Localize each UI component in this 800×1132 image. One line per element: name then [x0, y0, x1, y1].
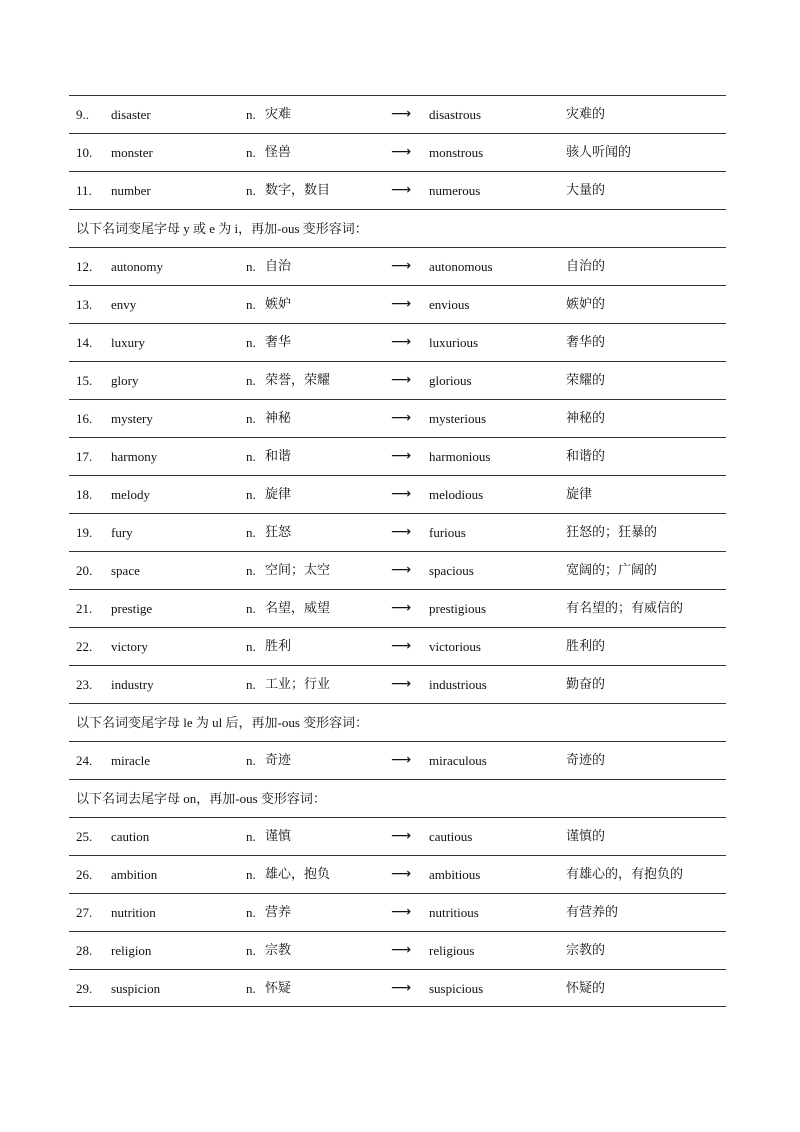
arrow-icon: ⟶	[391, 828, 412, 844]
arrow-icon: ⟶	[391, 410, 412, 426]
part-of-speech: n.	[246, 335, 256, 350]
part-of-speech: n.	[246, 259, 256, 274]
adjective-word: miraculous	[429, 753, 487, 768]
arrow-icon: ⟶	[391, 752, 412, 768]
row-number: 27.	[76, 905, 93, 920]
arrow-icon: ⟶	[391, 144, 412, 160]
arrow-icon: ⟶	[391, 182, 412, 198]
adjective-meaning: 有营养的	[566, 905, 619, 920]
adjective-meaning: 胜利的	[566, 639, 606, 654]
row-number: 16.	[76, 411, 93, 426]
adjective-meaning: 旋律	[566, 487, 593, 502]
adjective-word: industrious	[429, 677, 487, 692]
adjective-word: numerous	[429, 183, 481, 198]
part-of-speech: n.	[246, 145, 256, 160]
section-note	[69, 209, 726, 247]
row-number: 20.	[76, 563, 93, 578]
noun-meaning: 旋律	[265, 487, 292, 502]
section-note-text: 以下名词变尾字母 le 为 ul 后，再加-ous 变形容词：	[76, 715, 369, 730]
row-number: 19.	[76, 525, 93, 540]
noun-meaning: 怪兽	[265, 145, 292, 160]
part-of-speech: n.	[246, 297, 256, 312]
table-row	[69, 817, 726, 855]
noun-meaning: 谨慎	[265, 829, 292, 844]
table-row	[69, 931, 726, 969]
table-row	[69, 475, 726, 513]
adjective-word: prestigious	[429, 601, 487, 616]
noun-word: monster	[111, 145, 153, 160]
noun-meaning: 自治	[265, 259, 292, 274]
adjective-word: disastrous	[429, 107, 481, 122]
noun-meaning: 神秘	[265, 411, 292, 426]
noun-word: luxury	[111, 335, 145, 350]
part-of-speech: n.	[246, 373, 256, 388]
noun-meaning: 营养	[265, 905, 292, 920]
noun-meaning: 嫉妒	[265, 297, 292, 312]
adjective-word: nutritious	[429, 905, 479, 920]
table-row	[69, 665, 726, 703]
adjective-word: religious	[429, 943, 475, 958]
table-row	[69, 589, 726, 627]
noun-word: victory	[111, 639, 148, 654]
part-of-speech: n.	[246, 905, 256, 920]
part-of-speech: n.	[246, 487, 256, 502]
noun-meaning: 奇迹	[265, 753, 292, 768]
adjective-meaning: 大量的	[566, 183, 606, 198]
noun-word: number	[111, 183, 151, 198]
adjective-word: furious	[429, 525, 466, 540]
row-number: 22.	[76, 639, 93, 654]
row-number: 15.	[76, 373, 93, 388]
noun-word: disaster	[111, 107, 151, 122]
noun-word: melody	[111, 487, 150, 502]
noun-meaning: 名望，威望	[265, 601, 331, 616]
noun-meaning: 奢华	[265, 335, 292, 350]
adjective-meaning: 奇迹的	[566, 753, 606, 768]
noun-meaning: 宗教	[265, 943, 292, 958]
noun-word: glory	[111, 373, 139, 388]
row-number: 18.	[76, 487, 93, 502]
noun-word: ambition	[111, 867, 158, 882]
adjective-word: luxurious	[429, 335, 479, 350]
adjective-word: monstrous	[429, 145, 484, 160]
arrow-icon: ⟶	[391, 980, 412, 996]
table-row	[69, 323, 726, 361]
arrow-icon: ⟶	[391, 334, 412, 350]
noun-word: religion	[111, 943, 152, 958]
row-number: 14.	[76, 335, 93, 350]
adjective-word: mysterious	[429, 411, 487, 426]
adjective-word: melodious	[429, 487, 484, 502]
table-row	[69, 95, 726, 133]
noun-word: nutrition	[111, 905, 156, 920]
part-of-speech: n.	[246, 829, 256, 844]
part-of-speech: n.	[246, 411, 256, 426]
adjective-meaning: 怀疑的	[566, 981, 606, 996]
arrow-icon: ⟶	[391, 106, 412, 122]
adjective-word: harmonious	[429, 449, 491, 464]
part-of-speech: n.	[246, 639, 256, 654]
section-note-text: 以下名词变尾字母 y 或 e 为 i，再加-ous 变形容词：	[76, 221, 368, 236]
row-number: 24.	[76, 753, 93, 768]
arrow-icon: ⟶	[391, 942, 412, 958]
section-note	[69, 703, 726, 741]
adjective-word: spacious	[429, 563, 474, 578]
part-of-speech: n.	[246, 753, 256, 768]
adjective-word: glorious	[429, 373, 472, 388]
part-of-speech: n.	[246, 525, 256, 540]
part-of-speech: n.	[246, 563, 256, 578]
table-row	[69, 361, 726, 399]
noun-word: autonomy	[111, 259, 163, 274]
adjective-meaning: 和谐的	[566, 449, 606, 464]
adjective-meaning: 有雄心的，有抱负的	[566, 867, 684, 882]
table-row	[69, 285, 726, 323]
noun-meaning: 和谐	[265, 449, 292, 464]
table-row	[69, 513, 726, 551]
table-row	[69, 855, 726, 893]
row-number: 23.	[76, 677, 93, 692]
noun-meaning: 数字，数目	[265, 183, 331, 198]
table-row	[69, 551, 726, 589]
noun-word: industry	[111, 677, 154, 692]
part-of-speech: n.	[246, 107, 256, 122]
row-number: 13.	[76, 297, 93, 312]
arrow-icon: ⟶	[391, 600, 412, 616]
row-number: 11.	[76, 183, 92, 198]
noun-meaning: 工业；行业	[265, 677, 331, 692]
row-number: 26.	[76, 867, 93, 882]
table-row	[69, 171, 726, 209]
adjective-meaning: 荣耀的	[566, 373, 606, 388]
part-of-speech: n.	[246, 677, 256, 692]
arrow-icon: ⟶	[391, 638, 412, 654]
row-number: 10.	[76, 145, 93, 160]
section-note	[69, 779, 726, 817]
row-number: 29.	[76, 981, 93, 996]
row-number: 28.	[76, 943, 93, 958]
part-of-speech: n.	[246, 601, 256, 616]
row-number: 21.	[76, 601, 93, 616]
noun-meaning: 狂怒	[265, 525, 292, 540]
noun-meaning: 怀疑	[265, 981, 292, 996]
arrow-icon: ⟶	[391, 904, 412, 920]
table-row	[69, 893, 726, 931]
part-of-speech: n.	[246, 943, 256, 958]
row-number: 9..	[76, 107, 89, 122]
adjective-meaning: 狂怒的；狂暴的	[566, 525, 658, 540]
adjective-meaning: 骇人听闻的	[566, 145, 632, 160]
adjective-meaning: 宽阔的；广阔的	[566, 563, 658, 578]
vocabulary-table	[69, 95, 726, 1007]
adjective-meaning: 有名望的；有威信的	[566, 601, 684, 616]
row-number: 17.	[76, 449, 93, 464]
table-row	[69, 741, 726, 779]
row-number: 25.	[76, 829, 93, 844]
section-note-text: 以下名词去尾字母 on，再加-ous 变形容词：	[76, 791, 326, 806]
table-row	[69, 627, 726, 665]
arrow-icon: ⟶	[391, 524, 412, 540]
table-row	[69, 969, 726, 1007]
arrow-icon: ⟶	[391, 258, 412, 274]
adjective-meaning: 谨慎的	[566, 829, 606, 844]
row-number: 12.	[76, 259, 93, 274]
table-row	[69, 247, 726, 285]
noun-word: space	[111, 563, 140, 578]
arrow-icon: ⟶	[391, 866, 412, 882]
table-row	[69, 399, 726, 437]
adjective-word: cautious	[429, 829, 473, 844]
adjective-meaning: 嫉妒的	[566, 297, 606, 312]
table-row	[69, 133, 726, 171]
noun-word: suspicion	[111, 981, 161, 996]
noun-meaning: 胜利	[265, 639, 292, 654]
table-row	[69, 437, 726, 475]
noun-word: prestige	[111, 601, 153, 616]
adjective-word: envious	[429, 297, 470, 312]
part-of-speech: n.	[246, 183, 256, 198]
noun-meaning: 荣誉，荣耀	[265, 373, 331, 388]
adjective-word: suspicious	[429, 981, 484, 996]
adjective-meaning: 奢华的	[566, 335, 606, 350]
arrow-icon: ⟶	[391, 296, 412, 312]
adjective-meaning: 自治的	[566, 259, 606, 274]
arrow-icon: ⟶	[391, 676, 412, 692]
arrow-icon: ⟶	[391, 372, 412, 388]
noun-meaning: 空间；太空	[265, 563, 331, 578]
adjective-word: ambitious	[429, 867, 481, 882]
part-of-speech: n.	[246, 449, 256, 464]
adjective-word: autonomous	[429, 259, 493, 274]
noun-word: fury	[111, 525, 133, 540]
noun-word: caution	[111, 829, 150, 844]
noun-word: mystery	[111, 411, 153, 426]
adjective-meaning: 勤奋的	[566, 677, 606, 692]
adjective-meaning: 神秘的	[566, 411, 606, 426]
noun-meaning: 灾难	[265, 107, 292, 122]
arrow-icon: ⟶	[391, 448, 412, 464]
noun-meaning: 雄心，抱负	[265, 867, 331, 882]
arrow-icon: ⟶	[391, 562, 412, 578]
part-of-speech: n.	[246, 867, 256, 882]
noun-word: harmony	[111, 449, 158, 464]
part-of-speech: n.	[246, 981, 256, 996]
adjective-word: victorious	[429, 639, 481, 654]
adjective-meaning: 灾难的	[566, 107, 606, 122]
arrow-icon: ⟶	[391, 486, 412, 502]
noun-word: envy	[111, 297, 137, 312]
noun-word: miracle	[111, 753, 150, 768]
adjective-meaning: 宗教的	[566, 943, 606, 958]
